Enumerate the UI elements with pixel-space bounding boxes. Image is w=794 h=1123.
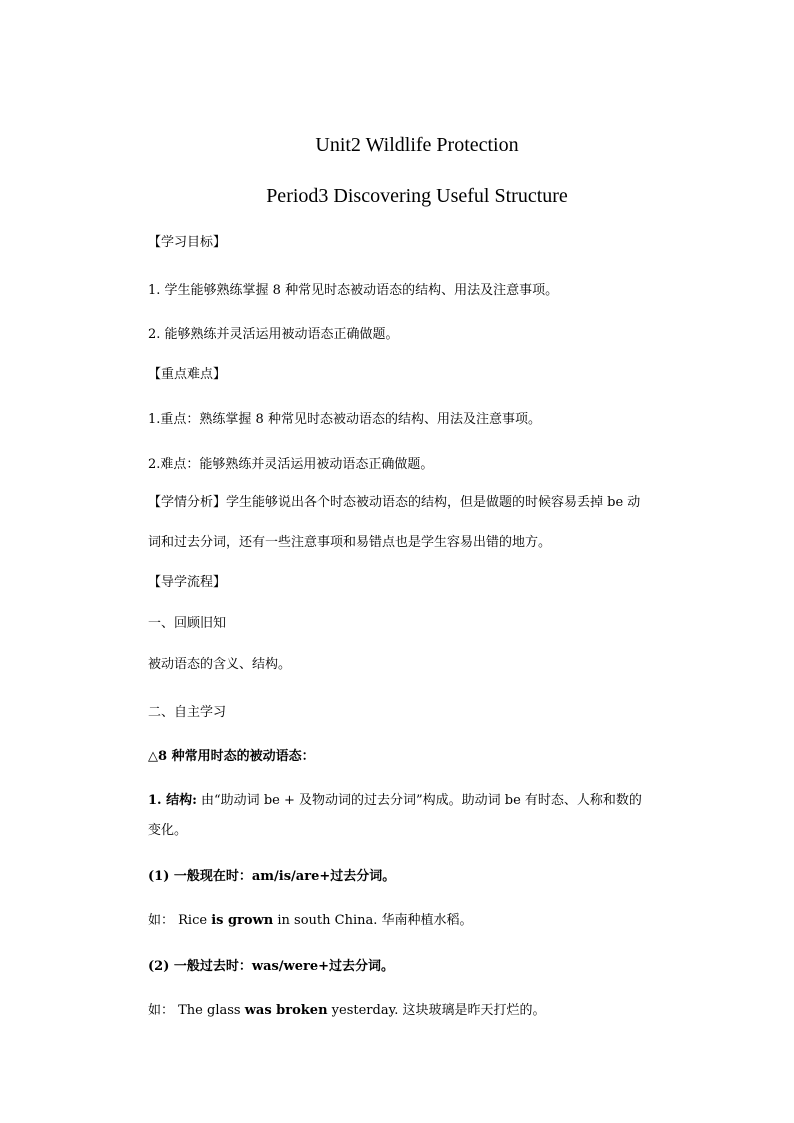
analysis-line-1: [148, 494, 640, 512]
example-2-verb: was broken: [244, 1003, 328, 1018]
section-1-heading: 一、回顾旧知: [148, 616, 227, 631]
structure-line-2: 变化。: [148, 823, 188, 838]
analysis-line-2: 词和过去分词，还有一些注意事项和易错点也是学生容易出错的地方。: [148, 535, 552, 550]
tense-2-heading: (2) 一般过去时：was/were+过去分词。: [148, 959, 395, 974]
structure-line-1: [148, 792, 642, 810]
key-point-2: 2.难点：能够熟练并灵活运用被动语态正确做题。: [148, 457, 434, 472]
document-subtitle: Period3 Discovering Useful Structure: [266, 185, 568, 207]
example-2-prefix: 如： The glass: [148, 1003, 245, 1018]
example-1-prefix: 如： Rice: [148, 913, 212, 928]
section-1-text: 被动语态的含义、结构。: [148, 657, 292, 672]
tenses-heading: △8 种常用时态的被动语态：: [148, 749, 315, 764]
goal-1: 1. 学生能够熟练掌握 8 种常见时态被动语态的结构、用法及注意事项。: [148, 283, 559, 298]
section-2-heading: 二、自主学习: [148, 705, 227, 720]
goals-heading: 【学习目标】: [148, 235, 227, 250]
flow-heading: 【导学流程】: [148, 575, 227, 590]
structure-label: 1. 结构:: [148, 793, 197, 808]
document-title: Unit2 Wildlife Protection: [315, 134, 519, 156]
tense-1-heading: (1) 一般现在时：am/is/are+过去分词。: [148, 869, 396, 884]
example-2: [148, 1002, 545, 1020]
goal-2: 2. 能够熟练并灵活运用被动语态正确做题。: [148, 327, 399, 342]
key-point-1: 1.重点：熟练掌握 8 种常见时态被动语态的结构、用法及注意事项。: [148, 412, 541, 427]
analysis-label: 【学情分析】: [148, 495, 227, 510]
example-1: [148, 912, 473, 930]
example-1-verb: is grown: [211, 913, 274, 928]
key-heading: 【重点难点】: [148, 367, 227, 382]
structure-text: 由“助动词 be + 及物动词的过去分词”构成。助动词 be 有时态、人称和数的: [196, 793, 642, 808]
example-1-suffix: in south China. 华南种植水稻。: [273, 913, 473, 928]
analysis-text-1: 学生能够说出各个时态被动语态的结构，但是做题的时候容易丢掉 be 动: [226, 495, 641, 510]
example-2-suffix: yesterday. 这块玻璃是昨天打烂的。: [327, 1003, 546, 1018]
